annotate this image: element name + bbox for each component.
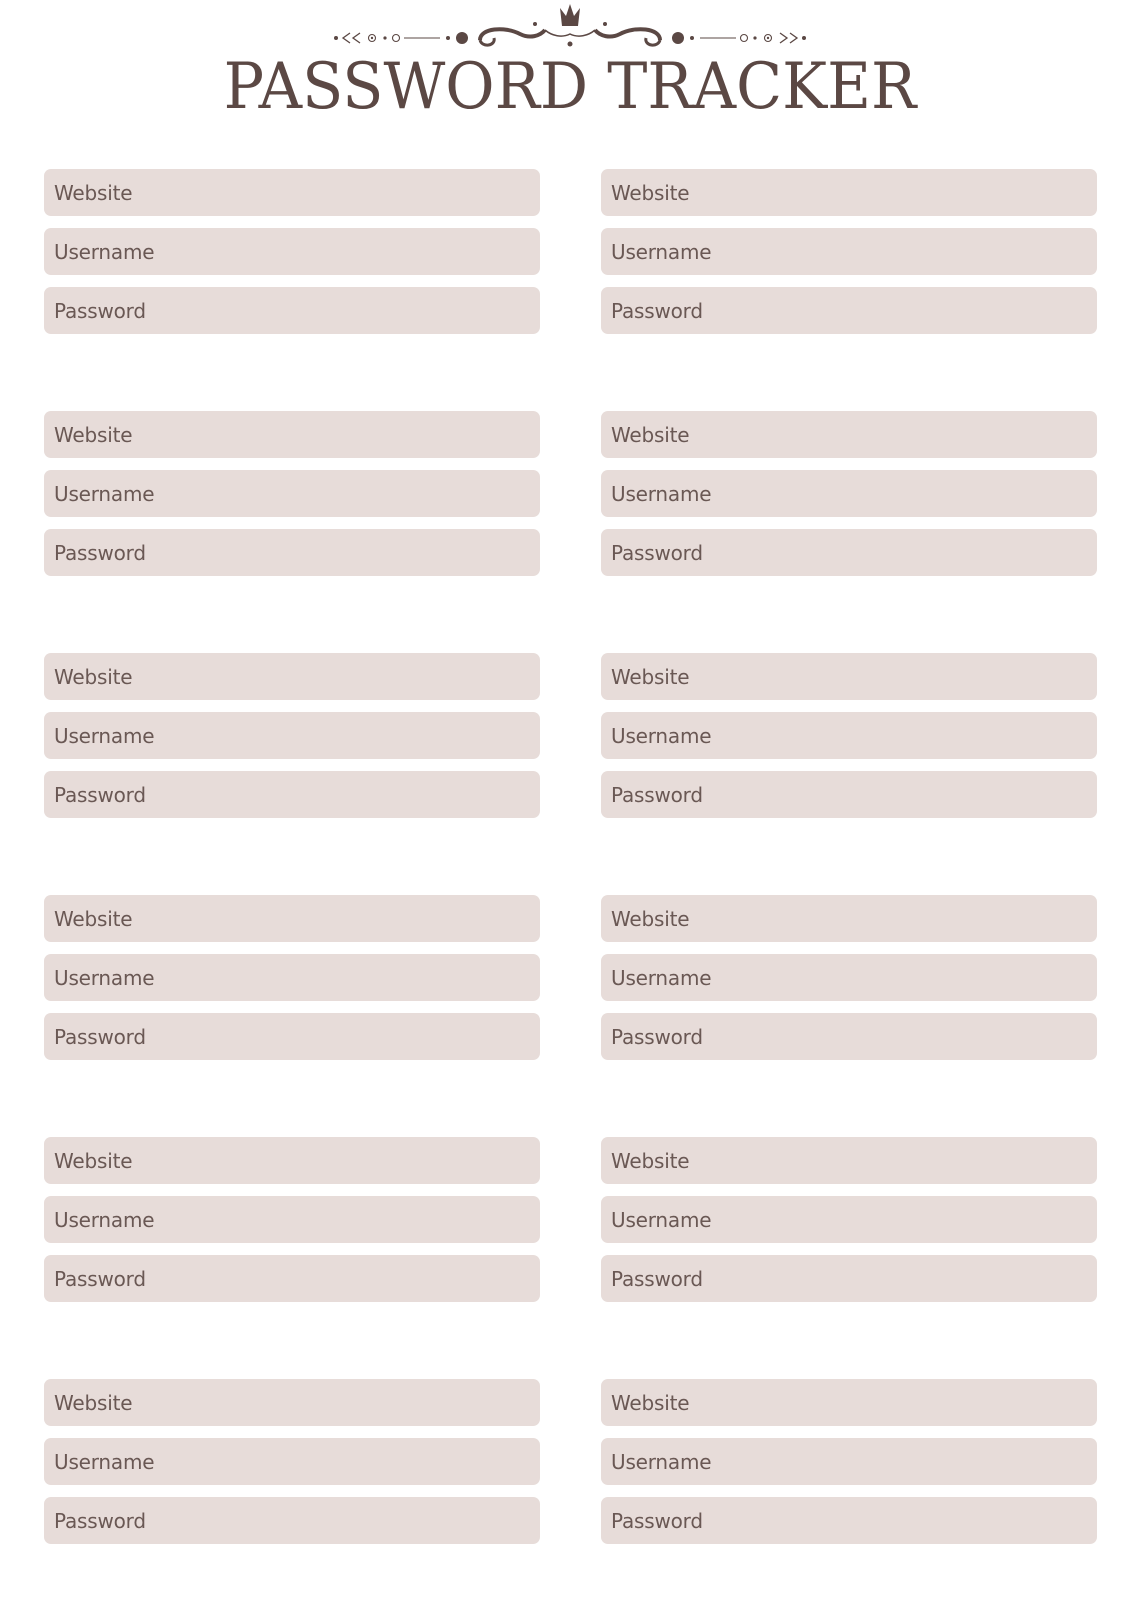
website-field[interactable] (601, 653, 1097, 700)
website-label: Website (54, 422, 133, 447)
password-label: Password (54, 1508, 146, 1533)
username-field[interactable] (44, 954, 540, 1001)
website-label: Website (54, 906, 133, 931)
password-label: Password (54, 1024, 146, 1049)
website-label: Website (611, 1148, 690, 1173)
website-label: Website (54, 1390, 133, 1415)
password-field[interactable] (601, 771, 1097, 818)
password-label: Password (54, 298, 146, 323)
website-field[interactable] (44, 411, 540, 458)
username-field[interactable] (601, 954, 1097, 1001)
username-field[interactable] (44, 1438, 540, 1485)
website-field[interactable] (44, 1379, 540, 1426)
password-label: Password (611, 1508, 703, 1533)
website-label: Website (54, 664, 133, 689)
username-label: Username (54, 1449, 155, 1474)
website-field[interactable] (44, 169, 540, 216)
username-field[interactable] (44, 470, 540, 517)
username-label: Username (611, 239, 712, 264)
username-field[interactable] (601, 1196, 1097, 1243)
website-field[interactable] (601, 895, 1097, 942)
username-field[interactable] (44, 712, 540, 759)
website-label: Website (611, 906, 690, 931)
password-field[interactable] (601, 529, 1097, 576)
website-field[interactable] (44, 653, 540, 700)
website-field[interactable] (601, 1137, 1097, 1184)
username-label: Username (54, 1207, 155, 1232)
username-label: Username (611, 481, 712, 506)
password-label: Password (611, 540, 703, 565)
username-label: Username (54, 481, 155, 506)
username-label: Username (611, 965, 712, 990)
username-label: Username (611, 1449, 712, 1474)
decorative-flourish-icon (330, 0, 810, 52)
password-field[interactable] (44, 771, 540, 818)
password-label: Password (611, 782, 703, 807)
password-field[interactable] (601, 1255, 1097, 1302)
password-label: Password (611, 1266, 703, 1291)
website-field[interactable] (601, 1379, 1097, 1426)
password-field[interactable] (601, 287, 1097, 334)
username-label: Username (54, 965, 155, 990)
password-field[interactable] (44, 1255, 540, 1302)
username-field[interactable] (601, 712, 1097, 759)
username-field[interactable] (44, 1196, 540, 1243)
username-field[interactable] (601, 228, 1097, 275)
password-field[interactable] (601, 1013, 1097, 1060)
password-label: Password (54, 1266, 146, 1291)
username-field[interactable] (44, 228, 540, 275)
website-field[interactable] (601, 411, 1097, 458)
password-field[interactable] (44, 1013, 540, 1060)
password-field[interactable] (44, 287, 540, 334)
password-field[interactable] (44, 529, 540, 576)
username-label: Username (611, 1207, 712, 1232)
website-label: Website (611, 180, 690, 205)
password-field[interactable] (44, 1497, 540, 1544)
password-field[interactable] (601, 1497, 1097, 1544)
website-field[interactable] (601, 169, 1097, 216)
password-label: Password (611, 298, 703, 323)
username-label: Username (54, 723, 155, 748)
website-label: Website (54, 1148, 133, 1173)
username-label: Username (611, 723, 712, 748)
website-label: Website (611, 1390, 690, 1415)
password-label: Password (611, 1024, 703, 1049)
password-label: Password (54, 782, 146, 807)
page-header (0, 0, 1140, 130)
website-label: Website (611, 664, 690, 689)
page-title: PASSWORD TRACKER (223, 50, 917, 124)
password-label: Password (54, 540, 146, 565)
website-label: Website (54, 180, 133, 205)
website-field[interactable] (44, 1137, 540, 1184)
website-field[interactable] (44, 895, 540, 942)
username-label: Username (54, 239, 155, 264)
website-label: Website (611, 422, 690, 447)
username-field[interactable] (601, 470, 1097, 517)
username-field[interactable] (601, 1438, 1097, 1485)
